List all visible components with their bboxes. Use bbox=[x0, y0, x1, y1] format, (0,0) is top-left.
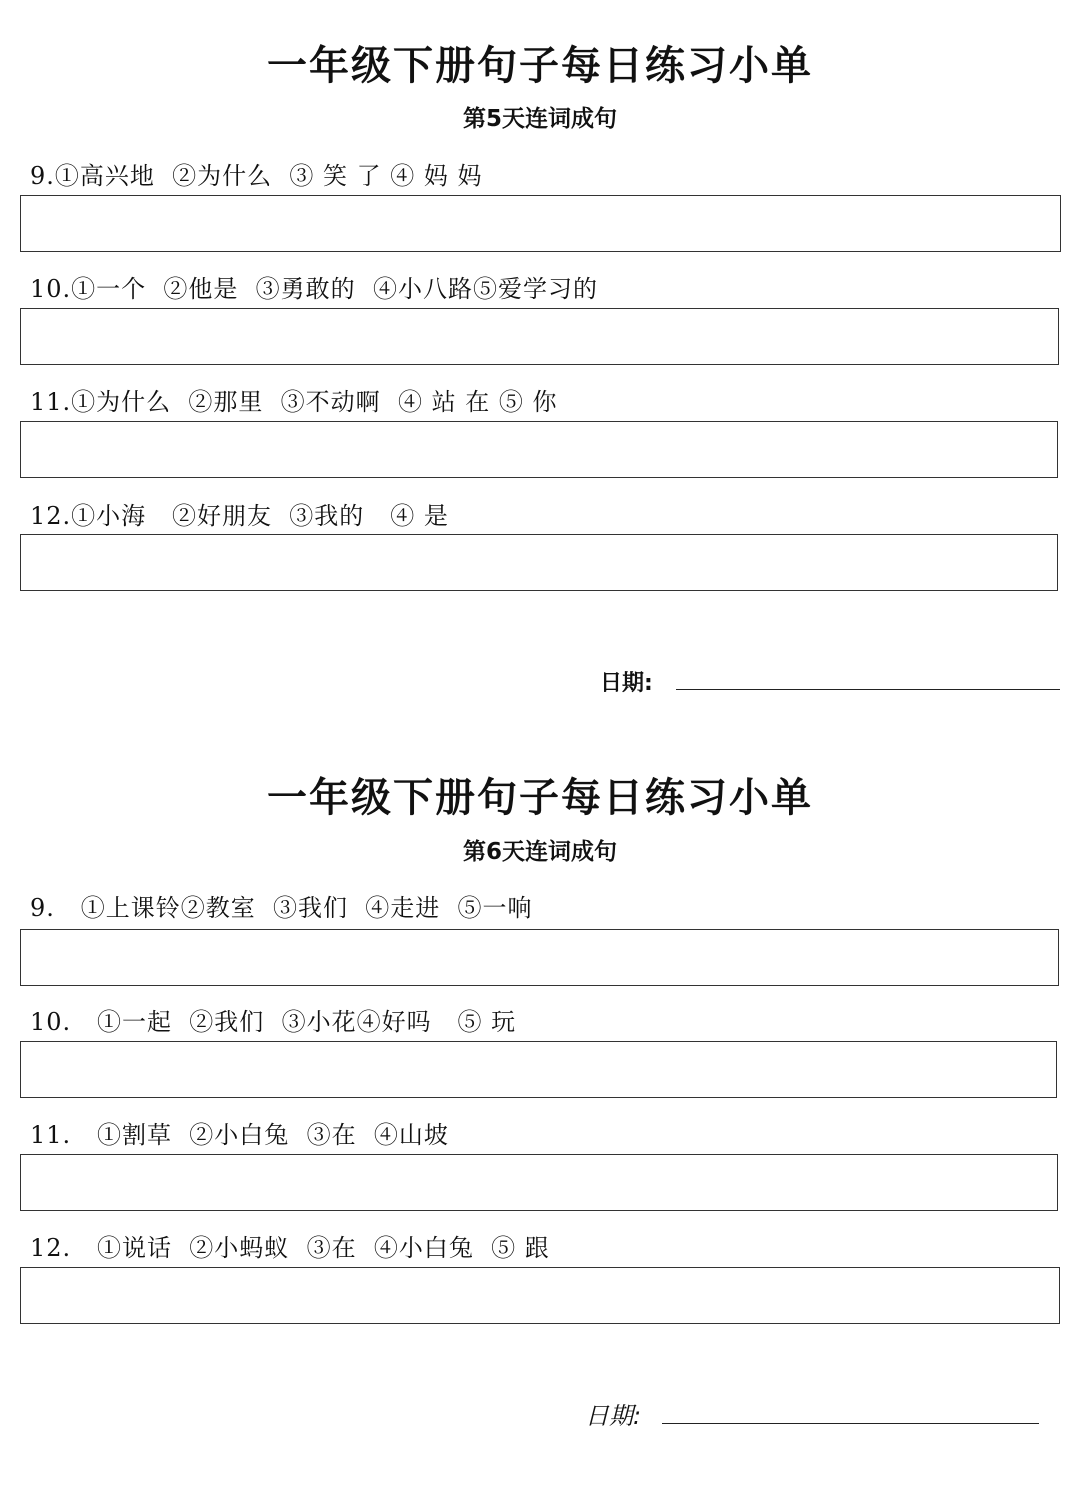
answer-box-11[interactable] bbox=[20, 421, 1058, 478]
question-prompt-12: 12.①小海 ②好朋友 ③我的 ④ 是 bbox=[30, 502, 449, 530]
date-label: 日期: bbox=[585, 1402, 642, 1430]
question-prompt-11: 11.①为什么 ②那里 ③不动啊 ④ 站 在 ⑤ 你 bbox=[30, 388, 558, 416]
question-prompt-10: 10. ①一起 ②我们 ③小花④好吗 ⑤ 玩 bbox=[30, 1008, 517, 1036]
answer-box-11[interactable] bbox=[20, 1154, 1058, 1211]
date-label: 日期: bbox=[600, 671, 653, 696]
answer-box-10[interactable] bbox=[20, 1041, 1057, 1098]
answer-box-9[interactable] bbox=[20, 195, 1061, 252]
question-prompt-12: 12. ①说话 ②小蚂蚁 ③在 ④小白兔 ⑤ 跟 bbox=[30, 1234, 550, 1262]
answer-box-12[interactable] bbox=[20, 1267, 1060, 1324]
answer-box-9[interactable] bbox=[20, 929, 1059, 986]
question-prompt-9: 9. ①上课铃②教室 ③我们 ④走进 ⑤一响 bbox=[30, 894, 533, 922]
answer-box-10[interactable] bbox=[20, 308, 1059, 365]
worksheet-subtitle: 第6天连词成句 bbox=[462, 839, 617, 865]
worksheet-title: 一年级下册句子每日练习小单 bbox=[267, 775, 813, 821]
question-prompt-11: 11. ①割草 ②小白兔 ③在 ④山坡 bbox=[30, 1121, 449, 1149]
worksheet-title: 一年级下册句子每日练习小单 bbox=[267, 43, 813, 89]
question-prompt-10: 10.①一个 ②他是 ③勇敢的 ④小八路⑤爱学习的 bbox=[30, 275, 598, 303]
answer-box-12[interactable] bbox=[20, 534, 1058, 591]
date-input-line[interactable] bbox=[676, 689, 1060, 690]
worksheet-subtitle: 第5天连词成句 bbox=[462, 106, 617, 132]
date-input-line[interactable] bbox=[662, 1423, 1039, 1424]
question-prompt-9: 9.①高兴地 ②为什么 ③ 笑 了 ④ 妈 妈 bbox=[30, 162, 483, 190]
